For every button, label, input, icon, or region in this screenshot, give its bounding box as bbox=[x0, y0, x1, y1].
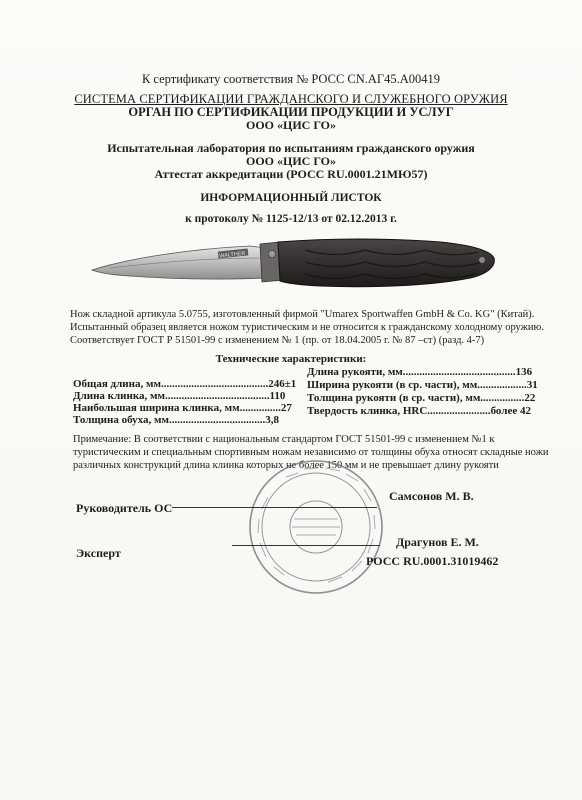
accreditation: Аттестат аккредитации (РОСС RU.0001.21МЮ57) bbox=[154, 167, 428, 181]
expert-signature-line bbox=[232, 545, 380, 546]
spec-spine-thickness: Толщина обуха, мм...................................3,8 bbox=[73, 414, 280, 426]
spec-handle-thickness: Толщина рукояти (в ср. части), мм................22 bbox=[307, 392, 536, 404]
specs-title: Технические характеристики: bbox=[215, 353, 367, 365]
protocol-reference: к протоколу № 1125-12/13 от 02.12.2013 г. bbox=[185, 213, 397, 225]
certification-system: СИСТЕМА СЕРТИФИКАЦИИ ГРАЖДАНСКОГО И СЛУЖЕБНОГО ОРУЖИЯ bbox=[74, 92, 508, 106]
expert-title: Эксперт bbox=[76, 546, 121, 560]
spec-blade-length: Длина клинка, мм......................................110 bbox=[73, 390, 286, 402]
head-title: Руководитель ОС bbox=[76, 501, 173, 515]
certification-organ: ОРГАН ПО СЕРТИФИКАЦИИ ПРОДУКЦИИ И УСЛУГ bbox=[128, 105, 454, 119]
spec-total-length: Общая длина, мм.......................................246±1 bbox=[73, 378, 297, 390]
document-title: ИНФОРМАЦИОННЫЙ ЛИСТОК bbox=[200, 192, 382, 204]
spec-handle-width: Ширина рукояти (в ср. части), мм..................31 bbox=[307, 379, 538, 391]
description-line-2: Испытанный образец является ножом туристическим и не относится к гражданскому холодному оружию. bbox=[70, 322, 545, 333]
expert-name: Драгунов Е. М. bbox=[396, 535, 479, 549]
expert-registration: РОСС RU.0001.31019462 bbox=[366, 554, 499, 568]
lab-company: ООО «ЦИС ГО» bbox=[245, 154, 336, 168]
certificate-reference: К сертификату соответствия № РОСС CN.АГ45.А00419 bbox=[141, 72, 441, 86]
spec-blade-width: Наибольшая ширина клинка, мм...............27 bbox=[73, 402, 292, 414]
knife-brand-logo: WALTHER bbox=[218, 250, 246, 260]
description-line-3: Соответствует ГОСТ Р 51501-99 с изменением № 1 (пр. от 18.04.2005 г. № 87 –ст) (разд. 4-7) bbox=[70, 335, 485, 346]
lab-name: Испытательная лаборатория по испытаниям гражданского оружия bbox=[107, 141, 475, 155]
knife-image bbox=[90, 236, 496, 296]
head-signature-line bbox=[172, 507, 377, 508]
description-line-1: Нож складной артикула 5.0755, изготовленный фирмой "Umarex Sportwaffen GmbH & Co. KG" (Китай). bbox=[70, 309, 535, 320]
spec-handle-length: Длина рукояти, мм.........................................136 bbox=[307, 366, 533, 378]
note-line-3: различных конструкций длина клинка которых не более 150 мм и не превышает длину рукояти bbox=[73, 460, 499, 471]
head-name: Самсонов М. В. bbox=[389, 489, 474, 503]
spec-blade-hardness: Твердость клинка, HRC.......................более 42 bbox=[307, 405, 531, 417]
company-name: ООО «ЦИС ГО» bbox=[245, 118, 336, 132]
round-stamp bbox=[246, 457, 386, 597]
note-line-1: Примечание: В соответствии с национальным стандартом ГОСТ 51501-99 с изменением №1 к bbox=[73, 434, 495, 445]
note-line-2: туристическим и специальным спортивным ножам независимо от толщины обуха относят складные ножи bbox=[73, 447, 549, 458]
